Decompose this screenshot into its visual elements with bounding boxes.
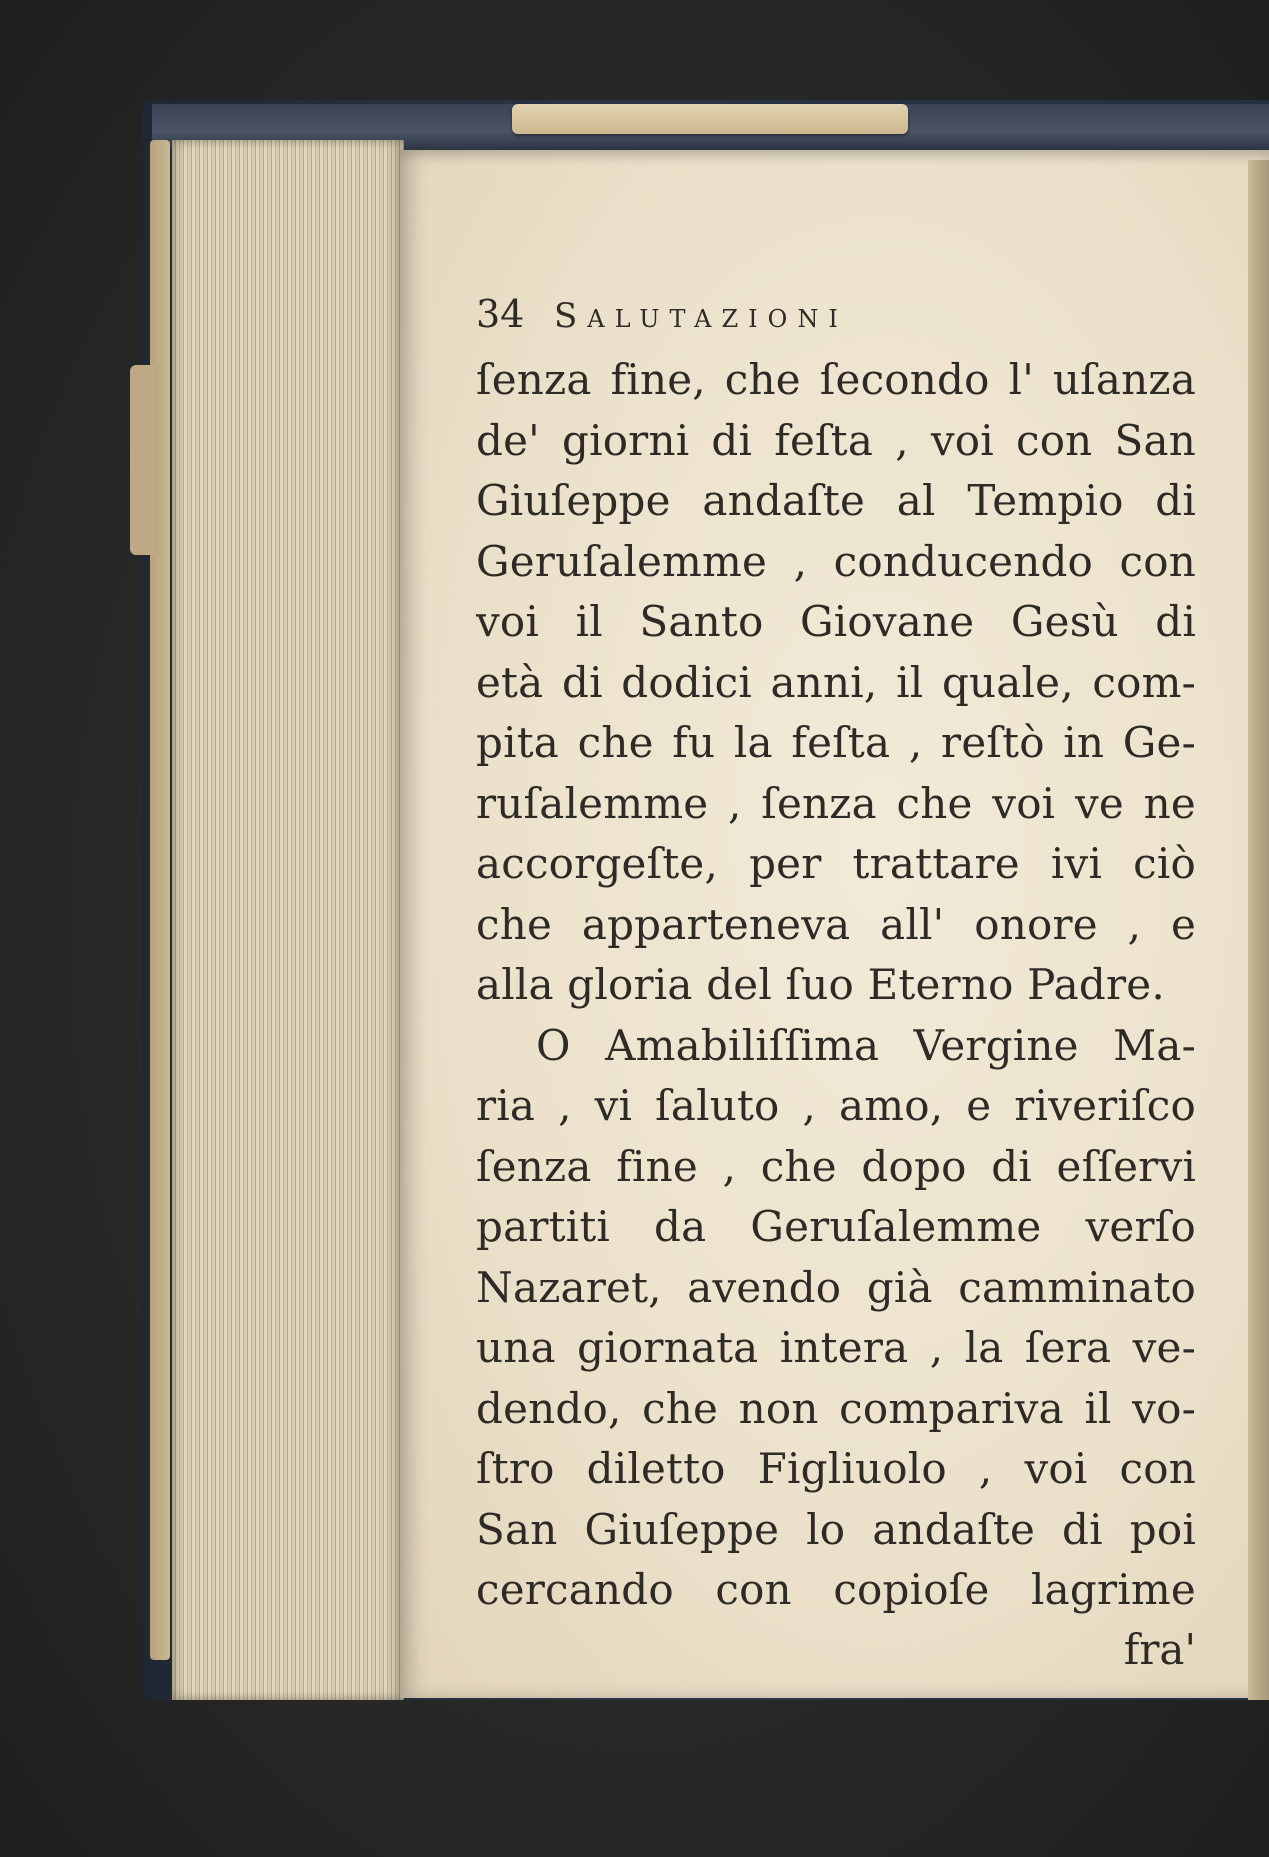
worn-cover-tab	[130, 365, 156, 555]
page-header	[476, 292, 1196, 350]
text-line: Giuſeppe andaſte al Tempio di	[476, 476, 1196, 525]
text-line: ſenza fine , che dopo di eſſervi	[476, 1141, 1196, 1191]
page-text	[476, 292, 1196, 1679]
text-line: partiti da Geruſalemme verſo	[476, 1202, 1196, 1251]
spine-tape	[512, 104, 908, 134]
text-line: Geruſalemme , conducendo con	[476, 536, 1196, 586]
text-line: O Amabiliſſima Vergine Ma-	[536, 1020, 1196, 1070]
text-line: ria , vi ſaluto , amo, e riveriſco	[476, 1081, 1196, 1130]
text-line: età di dodici anni, il quale, com-	[476, 657, 1196, 707]
text-line: voi il Santo Giovane Gesù di	[476, 597, 1196, 646]
text-line: ſenza fine, che ſecondo l' uſanza	[476, 355, 1196, 404]
right-page-edge	[1248, 160, 1269, 1700]
catchword: fra'	[1123, 1624, 1196, 1674]
text-line: una giornata intera , la ſera ve-	[476, 1323, 1196, 1372]
text-line: alla gloria del ſuo Eterno Padre.	[476, 960, 1165, 1009]
text-line: pita che fu la feſta , reſtò in Ge-	[476, 718, 1196, 767]
text-line: cercando con copioſe lagrime	[476, 1565, 1196, 1614]
text-line: dendo, che non compariva il vo-	[476, 1383, 1196, 1433]
text-line: accorgeſte, per trattare ivi ciò	[476, 839, 1196, 888]
page-number: 34	[476, 292, 525, 336]
text-line: San Giuſeppe lo andaſte di poi	[476, 1504, 1196, 1554]
text-line: Nazaret, avendo già camminato	[476, 1262, 1196, 1312]
text-line: ruſalemme , ſenza che voi ve ne	[476, 778, 1196, 828]
text-line: de' giorni di feſta , voi con San	[476, 415, 1196, 465]
text-line: che apparteneva all' onore , e	[476, 899, 1196, 949]
running-title: Salutazioni	[554, 296, 848, 336]
page-block-edges	[172, 140, 404, 1700]
text-line: ſtro diletto Figliuolo , voi con	[476, 1444, 1196, 1493]
